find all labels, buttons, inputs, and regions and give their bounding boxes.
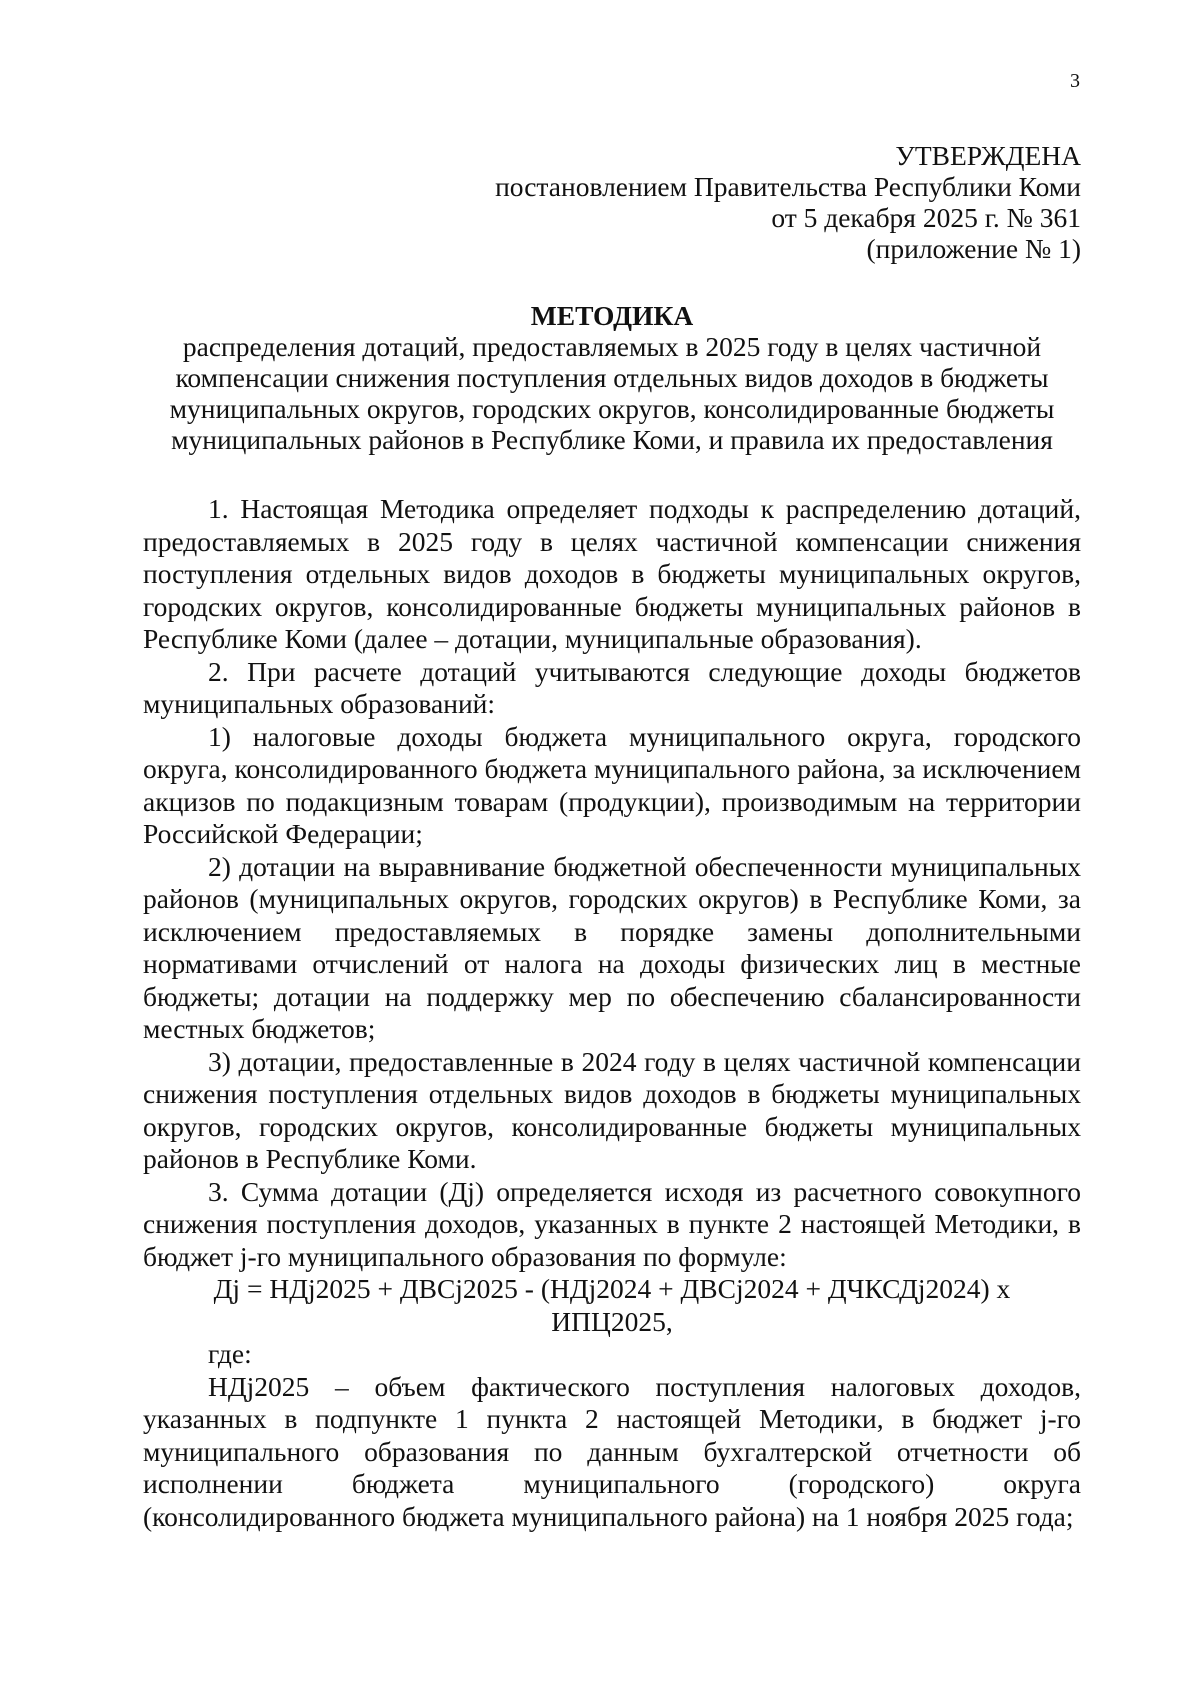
definition-nd-2025: НДj2025 – объем фактического поступления налоговых доходов, указанных в подпункте 1 пункта 2 настоящей Методики, в бюджет j-го муниципального образования по данным бухгалтерской отчетности об исполнении бюджета муниципального (городского) округа (консолидированного бюджета муниципального района) на 1 ноября 2025 года; [143, 1370, 1081, 1532]
title-subline: распределения дотаций, предоставляемых в 2025 году в целях частичной [182, 331, 1042, 362]
paragraph-1: 1. Настоящая Методика определяет подходы к распределению дотаций, предоставляемых в 2025 году в целях частичной компенсации снижения поступления отдельных видов доходов в бюджеты муниципальных округов, городских округов, консолидированные бюджеты муниципальных районов в Республике Коми (далее – дотации, муниципальные образования). [143, 493, 1081, 654]
paragraph-2-item-2: 2) дотации на выравнивание бюджетной обеспеченности муниципальных районов (муниципальных округов, городских округов) в Республике Коми, за исключением предоставляемых в порядке замены дополнительными нормативами отчислений от налога на доходы физических лиц в местные бюджеты; дотации на поддержку мер по обеспечению сбалансированности местных бюджетов; [143, 850, 1081, 1044]
paragraph-2-item-1: 1) налоговые доходы бюджета муниципального округа, городского округа, консолидированного бюджета муниципального района, за исключением акцизов по подакцизным товарам (продукции), производимым на территории Российской Федерации; [143, 720, 1081, 849]
where-label: где: [208, 1338, 252, 1369]
approval-line-resolution: постановлением Правительства Республики Коми [495, 171, 1081, 202]
paragraph-3: 3. Сумма дотации (Дj) определяется исходя из расчетного совокупного снижения поступления доходов, указанных в пункте 2 настоящей Методики, в бюджет j-го муниципального образования по формуле: [143, 1175, 1081, 1272]
title-subline: муниципальных районов в Республике Коми, и правила их предоставления [171, 424, 1053, 455]
paragraph-2-item-3: 3) дотации, предоставленные в 2024 году в целях частичной компенсации снижения поступления отдельных видов доходов в бюджеты муниципальных округов, городских округов, консолидированные бюджеты муниципальных районов в Республике Коми. [143, 1045, 1081, 1174]
approval-line-appendix: (приложение № 1) [866, 233, 1081, 264]
document-title-block [143, 300, 1081, 455]
formula: Дj = НДj2025 + ДВСj2025 - (НДj2024 + ДВСj2024 + ДЧКСДj2024) х ИПЦ2025, [213, 1273, 1011, 1337]
approval-line-date: от 5 декабря 2025 г. № 361 [771, 202, 1081, 233]
approval-line-approved: УТВЕРЖДЕНА [895, 140, 1081, 171]
document-heading: МЕТОДИКА [530, 300, 694, 331]
paragraph-2: 2. При расчете дотаций учитываются следующие доходы бюджетов муниципальных образований: [143, 655, 1081, 719]
title-subline: компенсации снижения поступления отдельных видов доходов в бюджеты [175, 362, 1049, 393]
approval-stamp-block [300, 140, 1081, 264]
page-number: 3 [1070, 70, 1080, 92]
document-body [143, 493, 1081, 1533]
title-subline: муниципальных округов, городских округов, консолидированные бюджеты [169, 393, 1055, 424]
